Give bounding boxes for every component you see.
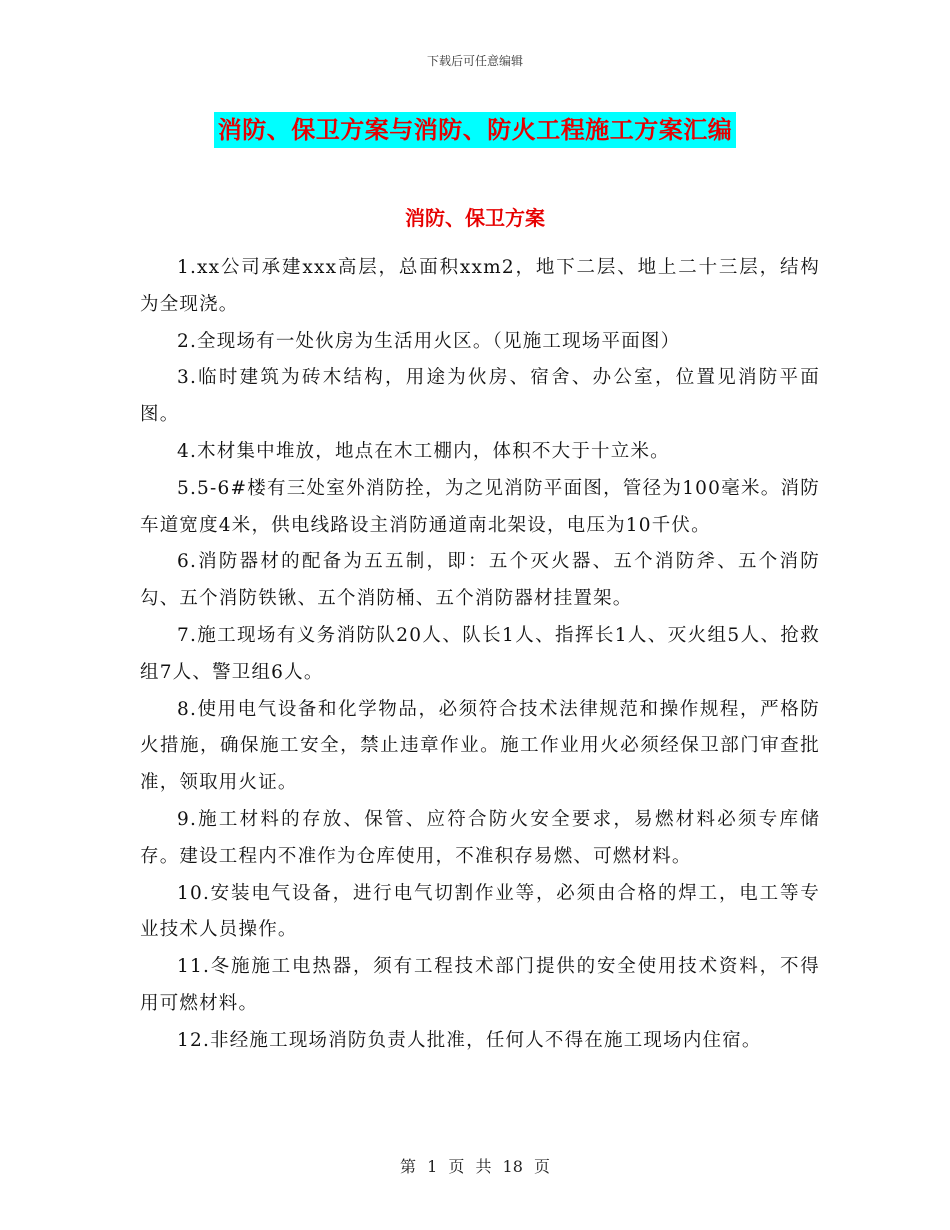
paragraph-7: 7.施工现场有义务消防队20人、队长1人、指挥长1人、灭火组5人、抢救组7人、警卫组6人。 — [140, 624, 820, 683]
paragraph-1: 1.xx公司承建xxx高层，总面积xxm2，地下二层、地上二十三层，结构为全现浇。 — [140, 257, 820, 315]
header-note: 下载后可任意编辑 — [426, 54, 523, 68]
paragraph-8: 8.使用电气设备和化学物品，必须符合技术法律规范和操作规程，严格防火措施，确保施工安全，禁止违章作业。施工作业用火必须经保卫部门审查批准，领取用火证。 — [140, 698, 820, 794]
paragraph-6: 6.消防器材的配备为五五制，即：五个灭火器、五个消防斧、五个消防勾、五个消防铁锹、五个消防桶、五个消防器材挂置架。 — [140, 551, 820, 610]
paragraph-4: 4.木材集中堆放，地点在木工棚内，体积不大于十立米。 — [177, 440, 670, 462]
paragraph-9: 9.施工材料的存放、保管、应符合防火安全要求，易燃材料必须专库储存。建设工程内不准作为仓库使用，不准积存易燃、可燃材料。 — [140, 808, 820, 867]
paragraph-3: 3.临时建筑为砖木结构，用途为伙房、宿舍、办公室，位置见消防平面图。 — [140, 367, 820, 426]
paragraph-2: 2.全现场有一处伙房为生活用火区。（见施工现场平面图） — [177, 330, 681, 352]
document-title-container — [0, 112, 950, 148]
document-body — [140, 250, 820, 1060]
section-title: 消防、保卫方案 — [405, 206, 545, 230]
paragraph-10: 10.安装电气设备，进行电气切割作业等，必须由合格的焊工，电工等专业技术人员操作。 — [140, 882, 820, 941]
page-number-footer: 第 1 页 共 18 页 — [400, 1157, 550, 1176]
paragraph-11: 11.冬施施工电热器，须有工程技术部门提供的安全使用技术资料，不得用可燃材料。 — [140, 956, 820, 1014]
paragraph-12: 12.非经施工现场消防负责人批准，任何人不得在施工现场内住宿。 — [177, 1029, 762, 1051]
document-title: 消防、保卫方案与消防、防火工程施工方案汇编 — [214, 112, 737, 148]
paragraph-5: 5.5-6#楼有三处室外消防拴，为之见消防平面图，管径为100毫米。消防车道宽度4米，供电线路设主消防通道南北架设，电压为10千伏。 — [140, 477, 820, 536]
